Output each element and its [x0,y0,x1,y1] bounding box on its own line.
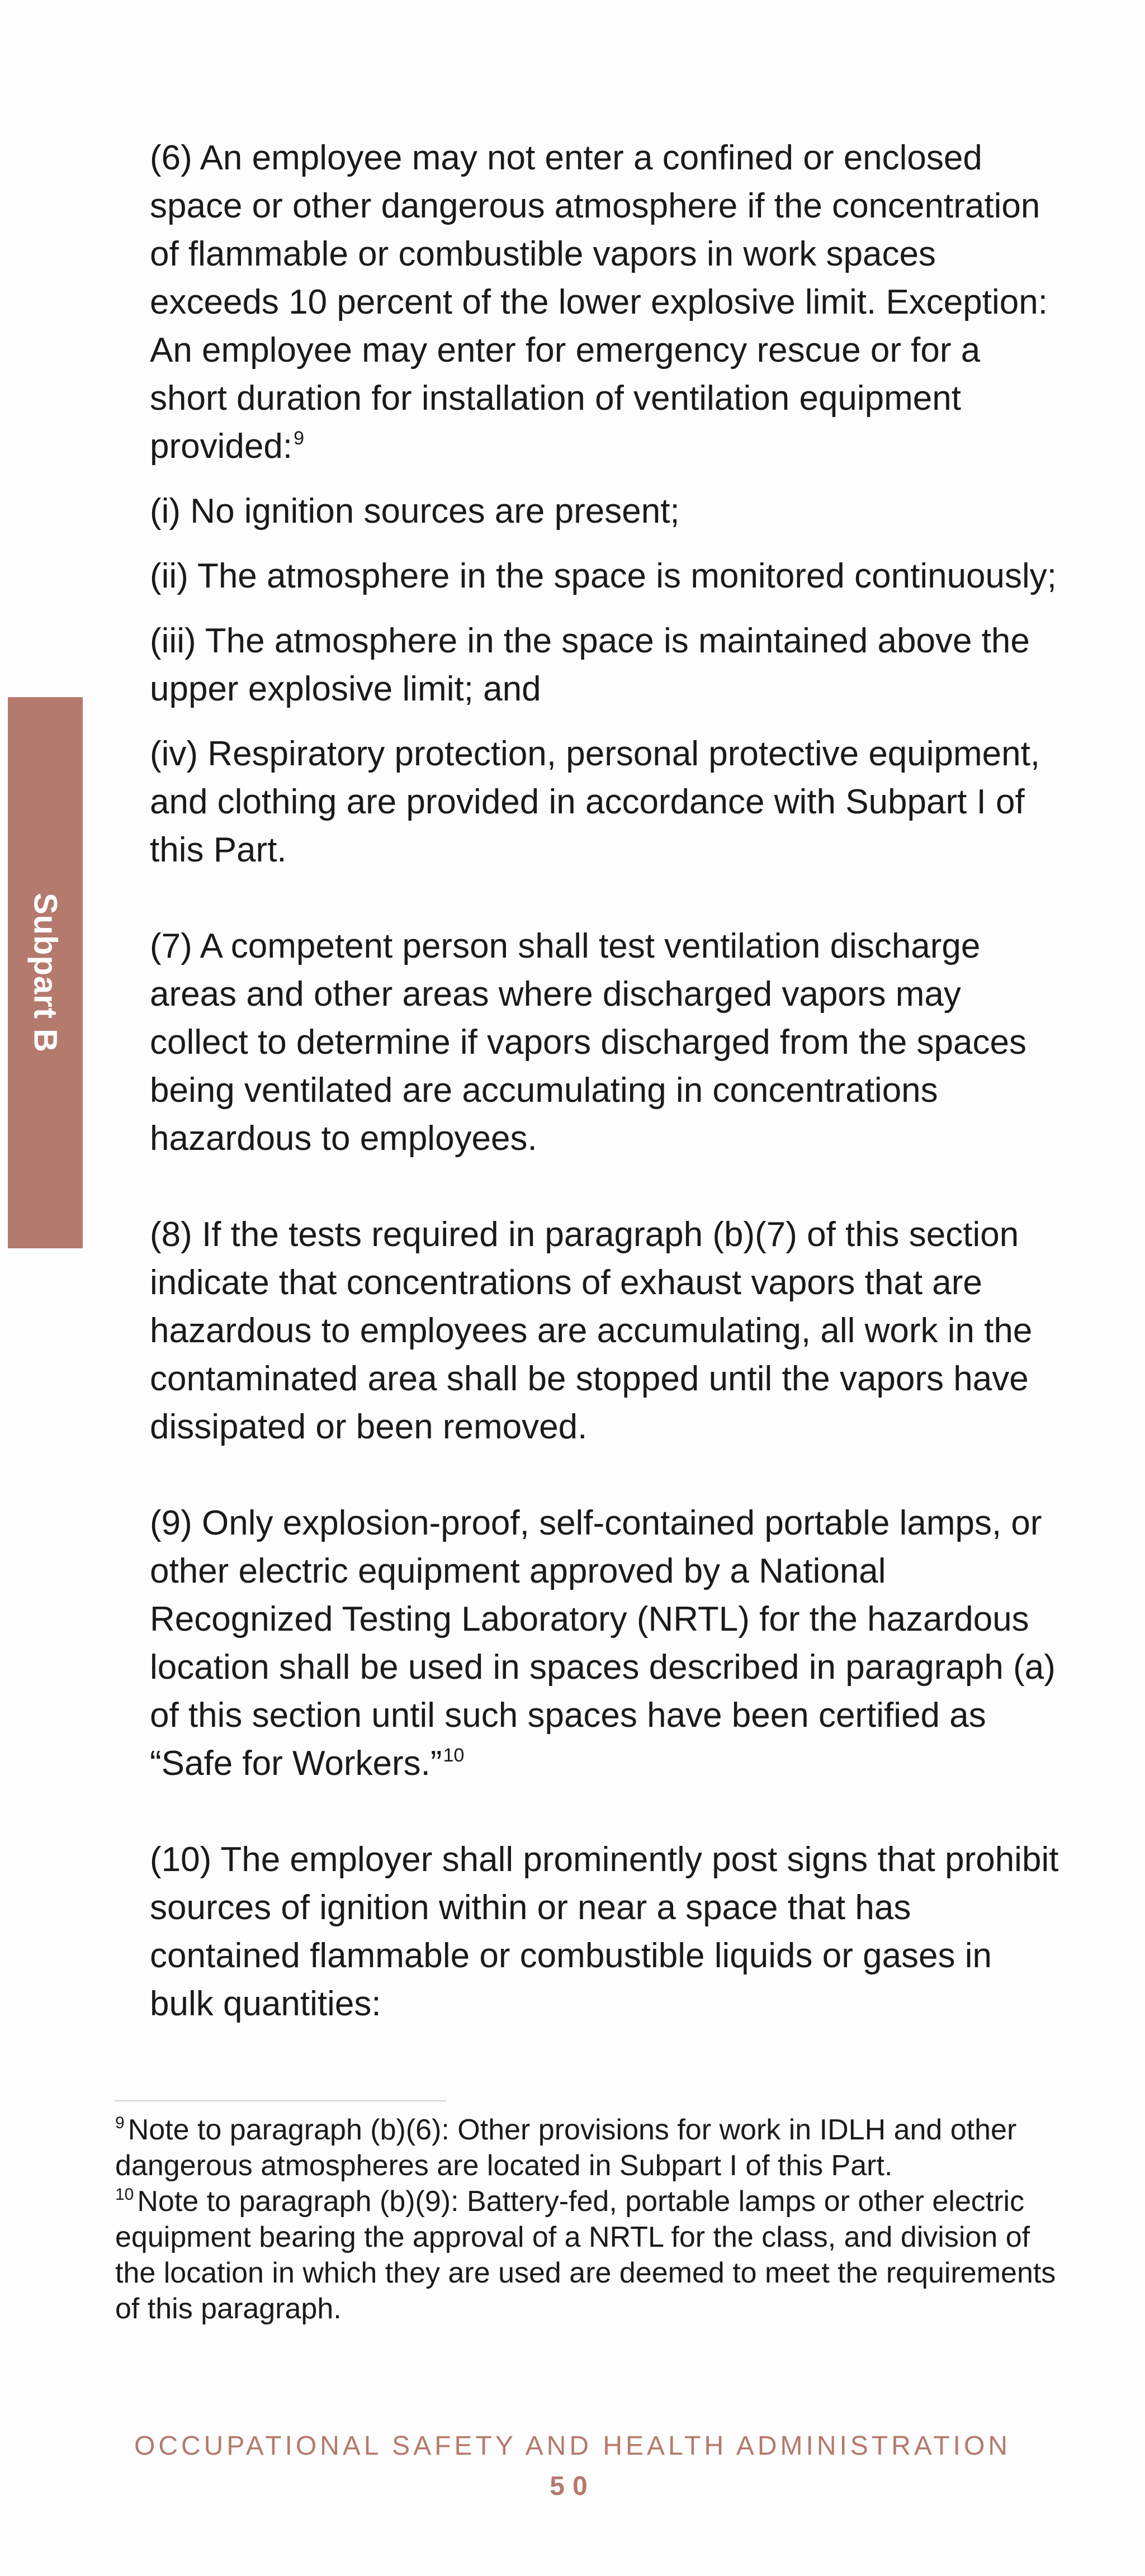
footnote-text: Note to paragraph (b)(6): Other provisions for work in IDLH and other dangerous atmospheres are located in Subpart I of this Part. [115,2114,1017,2182]
footnote-text: Note to paragraph (b)(9): Battery-fed, portable lamps or other electric equipment bearing the approval of a NRTL for the class, and division of the location in which they are used are deemed to meet the requirements of this paragraph. [115,2185,1056,2325]
paragraph-6-text: (6) An employee may not enter a confined or enclosed space or other dangerous atmosphere if the concentration of flammable or combustible vapors in work spaces exceeds 10 percent of the lower explosive limit. Exception: An employee may enter for emergency rescue or for a short duration for installation of ventilation equipment provided: [150,139,1048,466]
footer-organization: OCCUPATIONAL SAFETY AND HEALTH ADMINISTRATION [134,2431,1011,2461]
main-body-text [150,134,1061,2028]
footnote-10 [115,2184,1066,2327]
side-tab-label: Subpart B [27,892,64,1053]
paragraph-6-i: (i) No ignition sources are present; [150,492,680,531]
footnote-divider [115,2100,446,2101]
paragraph-6-ii: (ii) The atmosphere in the space is monitored continuously; [150,557,1057,595]
paragraph-9 [150,1499,1061,1788]
paragraph-7: (7) A competent person shall test ventilation discharge areas and other areas where discharged vapors may collect to determine if vapors discharged from the spaces being ventilated are accumulating in concentrations hazardous to employees. [150,927,1026,1158]
footnote-ref-9: 9 [294,428,304,449]
paragraph-8: (8) If the tests required in paragraph (b)(7) of this section indicate that concentrations of exhaust vapors that are hazardous to employees are accumulating, all work in the contaminated area shall be stopped until the vapors have dissipated or been removed. [150,1215,1033,1446]
section-side-tab [8,697,83,1248]
paragraph-6-iii: (iii) The atmosphere in the space is maintained above the upper explosive limit; and [150,622,1030,708]
footnote-marker: 9 [115,2114,125,2132]
paragraph-6 [150,134,1061,471]
footnote-9 [115,2112,1066,2184]
paragraph-10: (10) The employer shall prominently post signs that prohibit sources of ignition within or near a space that has contained flammable or combustible liquids or gases in bulk quantities: [150,1840,1059,2023]
page-number: 50 [550,2471,595,2501]
footnotes [115,2112,1066,2327]
footnote-marker: 10 [115,2185,134,2204]
footnote-ref-10: 10 [443,1745,465,1766]
paragraph-9-text: (9) Only explosion-proof, self-contained portable lamps, or other electric equipment approved by a National Recognized Testing Laboratory (NRTL) for the hazardous location shall be used in spaces described in paragraph (a) of this section until such spaces have been certified as “Safe for Workers.” [150,1504,1056,1783]
paragraph-6-iv: (iv) Respiratory protection, personal protective equipment, and clothing are provided in accordance with Subpart I of this Part. [150,735,1040,869]
